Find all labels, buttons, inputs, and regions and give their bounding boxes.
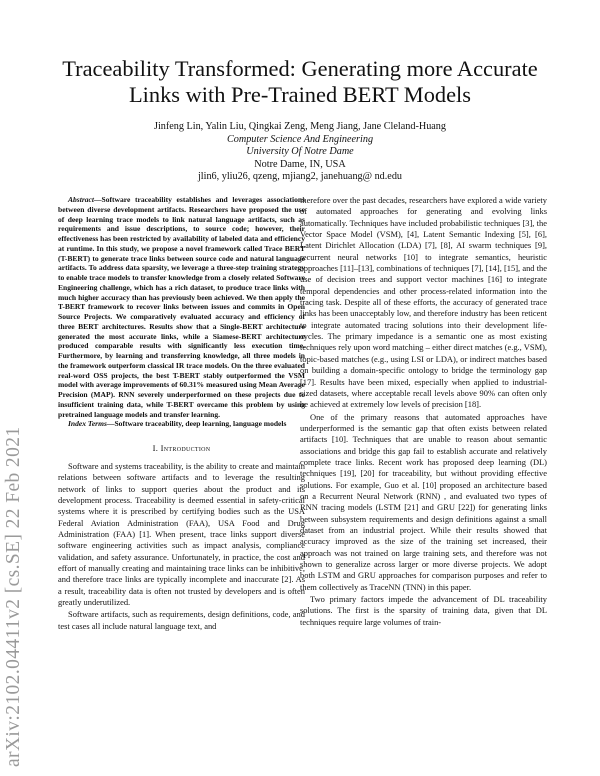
paper-title: Traceability Transformed: Generating more Accurate Links with Pre-Trained BERT Models xyxy=(62,56,538,107)
arxiv-stamp xyxy=(3,426,51,767)
left-column xyxy=(58,195,305,632)
author-emails: jlin6, yliu26, qzeng, mjiang2, janehuang@ nd.edu xyxy=(197,171,403,182)
section-number: I. xyxy=(152,443,159,453)
intro-paragraph-4: One of the primary reasons that automated approaches have underperformed is the semantic gap that often exists between related artifacts [10]. Techniques that are unable to reason about semantic associations and bridge this gap fail to establish accurate and relatively complete trace links. Recent work has proposed deep learning (DL) techniques [19], [20] for traceability, but without providing effective solutions. For example, Guo et al. [10] proposed an architecture based on a Recurrent Neural Network (RNN) , and evaluated two types of RNN tracing models (LSTM [21] and GRU [22]) for generating links between subsystem requirements and design definitions against a small dataset from an industrial project. While their results showed that accuracy improved as the size of the training set increased, their approach was not trained on large training sets, and therefore was not shown to generalize across larger or more diverse projects. We adopt both LSTM and GRU approaches for comparison purposes and refer to them collectively as TraceNN (TNN) in this paper. xyxy=(300,411,547,592)
right-column xyxy=(300,195,547,628)
index-terms-lead: Index Terms xyxy=(68,419,107,429)
section-title: Introduction xyxy=(160,443,211,453)
index-terms-text: —Software traceability, deep learning, language models xyxy=(106,419,287,429)
abstract xyxy=(58,195,305,419)
author-block xyxy=(60,121,540,184)
author-department: Computer Science And Engineering xyxy=(226,133,374,145)
intro-paragraph-5: Two primary factors impede the advancement of DL traceability solutions. The first is the sparsity of training data, given that DL techniques require large volumes of train- xyxy=(300,594,547,627)
abstract-lead: Abstract xyxy=(68,195,94,204)
arxiv-identifier: arXiv:2102.04411v2 [cs.SE] 22 Feb 2021 xyxy=(3,426,24,767)
intro-paragraph-3: therefore over the past decades, researchers have explored a wide variety of automated approaches for generating and evolving links automatically. Techniques have included probabilistic techniques [3], the Vector Space Model (VSM), [4], Latent Semantic Indexing [5], [6], Latent Dirichlet Allocation (LDA) [7], [8], AI swarm techniques [9], recurrent neural networks [10] to integrate semantics, heuristic approaches [11]–[13], combinations of techniques [7], [14], [15], and the use of decision trees and support vector machines [16] to integrate temporal dependencies and other process-related information into the tracing task. Despite all of these efforts, the accuracy of generated trace links has been unacceptably low, and therefore industry has been reticent to integrate automated tracing solutions into their development life-cycles. The primary impedance is a semantic one as most existing techniques rely upon word matching – either direct matches (e.g., VSM), topic-based matches (e.g., using LSI or LDA), or indirect matches based on building a domain-specific ontology to bridge the terminology gap [17]. Results have been mixed, especially when applied to industrial-sized datasets, where acceptable recall levels above 90% can often only be achieved at extremely low levels of precision [18]. xyxy=(300,195,547,410)
intro-paragraph-2: Software artifacts, such as requirements, design definitions, code, and test cases all include natural language text, and xyxy=(58,609,305,631)
section-heading-introduction xyxy=(58,443,305,453)
intro-paragraph-1: Software and systems traceability, is the ability to create and maintain relations between software artifacts and to leverage the resulting network of links to support queries about the product and its development process. Traceability is deemed essential in safety-critical systems where it is prescribed by certifying bodies such as the USA Federal Aviation Administration (FAA), USA Food and Drug Administration (FAA) [1]. When present, trace links support diverse software engineering activities such as impact analysis, compliance validation, and safety assurance. Unfortunately, in practice, the cost and effort of manually creating and maintaining trace links can be inhibitive, and therefore trace links are typically incomplete and inaccurate [2]. As a result, traceability data is often not trusted by developers and is often greatly underutilized. xyxy=(58,461,305,608)
abstract-text: —Software traceability establishes and leverages associations between diverse development artifacts. Researchers have proposed the use of deep learning trace models to link natural language artifacts, such as requirements and issue descriptions, to source code; however, their effectiveness has been restricted by availability of labeled data and efficiency at runtime. In this study, we propose a novel framework called Trace BERT (T-BERT) to generate trace links between source code and natural language artifacts. To address data sparsity, we leverage a three-step training strategy to enable trace models to transfer knowledge from a closely related Software Engineering challenge, which has a rich dataset, to produce trace links with much higher accuracy than has previously been achieved. We then apply the T-BERT framework to recover links between issues and commits in Open Source Projects. We comparatively evaluated accuracy and efficiency of three BERT architectures. Results show that a Single-BERT architecture generated the most accurate links, while a Siamese-BERT architecture produced comparable results with significantly less execution time. Furthermore, by learning and transferring knowledge, all three models in the framework outperform classical IR trace models. On the three evaluated real-word OSS projects, the best T-BERT stably outperformed the VSM model with average improvements of 60.31% measured using Mean Average Precision (MAP). RNN severely underperformed on these projects due to insufficient training data, while T-BERT overcame this problem by using pretrained language models and transfer learning. xyxy=(58,195,305,419)
index-terms xyxy=(58,419,305,429)
author-location: Notre Dame, IN, USA xyxy=(254,158,346,170)
author-names: Jinfeng Lin, Yalin Liu, Qingkai Zeng, Meng Jiang, Jane Cleland-Huang xyxy=(154,121,446,132)
author-university: University Of Notre Dame xyxy=(246,146,354,157)
